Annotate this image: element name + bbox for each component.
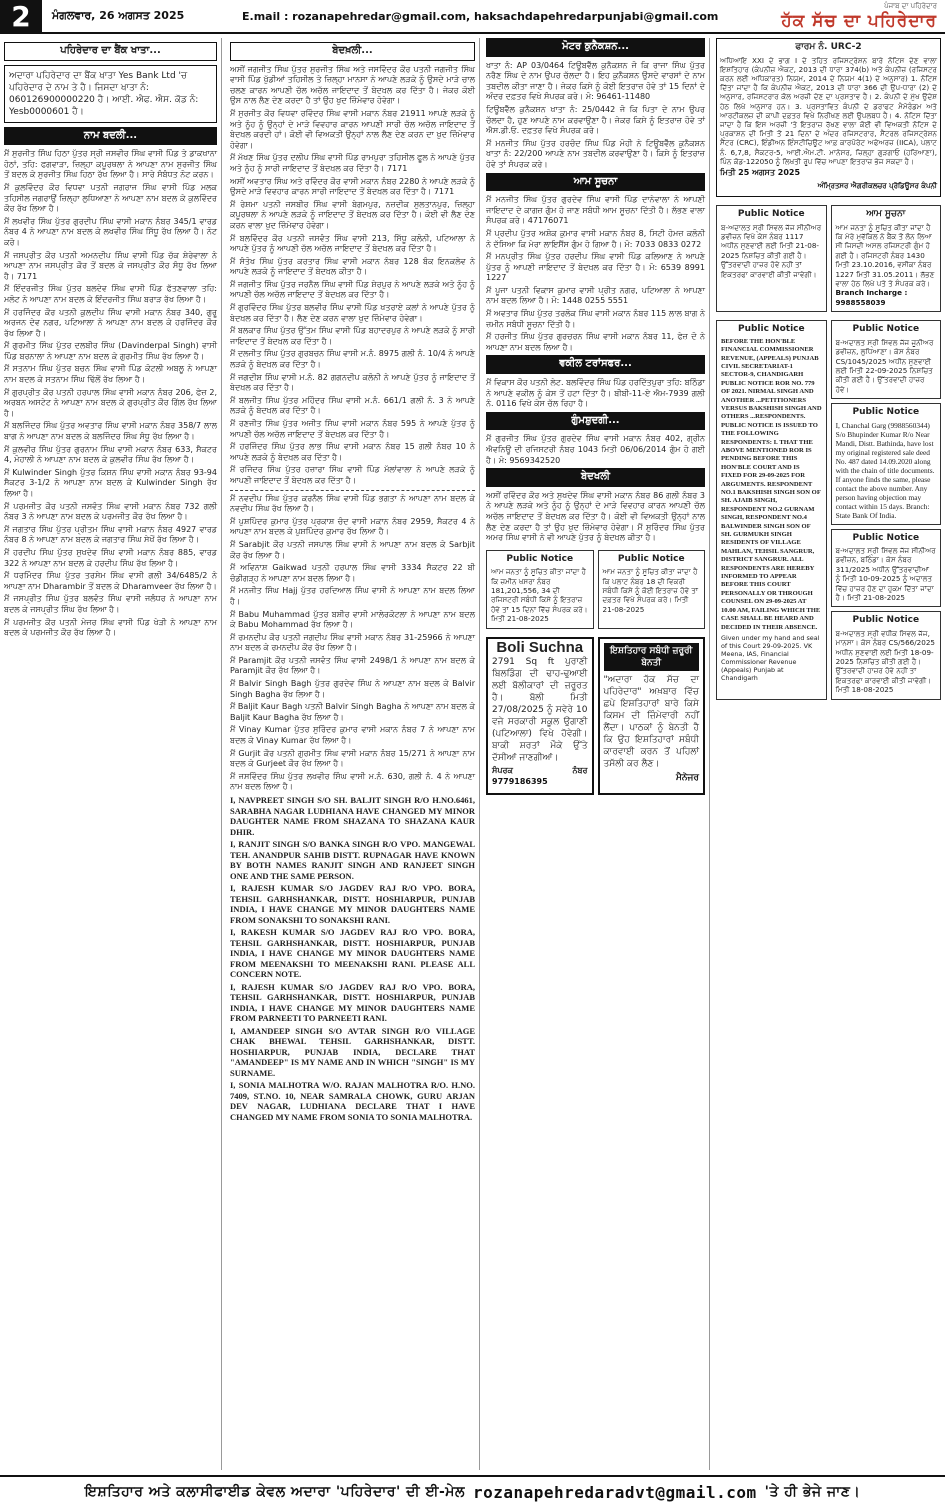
financial-commissioner-notice: [716, 320, 827, 699]
public-notice-b-text: ਬ-ਅਦਾਲਤ ਸ੍ਰੀ ਸਿਵਲ ਜੱਜ ਜੂਨੀਅਰ ਡਵੀਜ਼ਨ, ਲੁਧਿਆਣਾ। ਕੇਸ ਨੰਬਰ CS/1045/2025 ਅਧੀਨ ਸੁਣਵਾਈ ਲਈ ਮਿਤੀ 22-09-2025 ਨਿਸ਼ਚਿਤ ਕੀਤੀ ਗਈ ਹੈ। ਉੱਤਰਵਾਦੀ ਹਾਜ਼ਰ ਹੋਵੇ।: [835, 337, 934, 394]
list-item: ਮੈਂ Balvir Singh Bagh ਪੁੱਤਰ ਗੁਰਦੇਵ ਸਿੰਘ ਨੇ ਆਪਣਾ ਨਾਮ ਬਦਲ ਕੇ Balvir Singh Bagha ਰੱਖ ਲਿਆ ਹੈ।: [230, 679, 475, 699]
list-item: ਮੈਂ ਗੁਰਪ੍ਰੀਤ ਕੌਰ ਪਤਨੀ ਹਰਪਾਲ ਸਿੰਘ ਵਾਸੀ ਮਕਾਨ ਨੰਬਰ 206, ਫੇਜ਼ 2, ਅਰਬਨ ਅਸਟੇਟ ਨੇ ਆਪਣਾ ਨਾਮ ਬਦਲ ਕੇ ਗੁਰਪ੍ਰੀਤ ਕੌਰ ਗਿੱਲ ਰੱਖ ਲਿਆ ਹੈ।: [4, 387, 217, 418]
list-item: ਅਸੀਂ ਅਵਤਾਰ ਸਿੰਘ ਅਤੇ ਰਵਿੰਦਰ ਕੌਰ ਵਾਸੀ ਮਕਾਨ ਨੰਬਰ 2280 ਨੇ ਆਪਣੇ ਲੜਕੇ ਨੂੰ ਉਸਦੇ ਮਾੜੇ ਵਿਵਹਾਰ ਕਾਰਨ ਸਾਰੀ ਜਾਇਦਾਦ ਤੋਂ ਬੇਦਖ਼ਲ ਕਰ ਦਿੱਤਾ ਹੈ। 7171: [230, 176, 475, 197]
list-item: ਮੈਂ ਜਗਦੀਸ਼ ਸਿੰਘ ਵਾਸੀ ਮ.ਨੰ. 82 ਗਗਨਦੀਪ ਕਲੋਨੀ ਨੇ ਆਪਣੇ ਪੁੱਤਰ ਨੂੰ ਜਾਇਦਾਦ ਤੋਂ ਬੇਦਖ਼ਲ ਕਰ ਦਿੱਤਾ ਹੈ।: [230, 372, 475, 393]
motor-connection-list: [486, 61, 705, 171]
list-item: I, RAJESH KUMAR S/O JAGDEV RAJ R/O VPO. BORA, TEHSIL GARHSHANKAR, DISTT. HOSHIARPUR, PUNJAB INDIA, I HAVE CHANGE MY MINOR DAUGHTERS NAME FROM PARNEETI TO PARNEETI RANI.: [230, 981, 475, 1023]
ad-disclaimer: [598, 637, 706, 796]
auction-notice: [486, 637, 594, 796]
financial-commissioner-text: BEFORE THE HON'BLE FINANCIAL COMMISSIONER REVENUE, (APPEALS) PUNJAB CIVIL SECRETARIAT-1 SECTOR-9, CHANDIGARH PUBLIC NOTICE ROR NO. 779 OF 2021. NIRMAL SINGH AND ANOTHER ...PETITIONERS VERSUS BAKSHISH SINGH AND OTHERS ...RESPONDENTS. PUBLIC NOTICE IS ISSUED TO THE FOLLOWING RESPONDENTS: I. THAT THE ABOVE MENTIONED ROR IS PENDING BEFORE THIS HON'BLE COURT AND IS FIXED FOR 29-09-2025 FOR ARGUMENTS. RESPONDENT NO.1 BAKSHISH SINGH SON OF SH. AJAIB SINGH, RESPONDENT NO.2 GURNAM SINGH, RESPONDENT NO.4 BALWINDER SINGH SON OF SH. GURMUKH SINGH RESIDENTS OF VILLAGE MAHLAN, TEHSIL SANGRUR, DISTRICT SANGRUR. ALL RESPONDENTS ARE HEREBY INFORMED TO APPEAR BEFORE THIS COURT PERSONALLY OR THROUGH COUNSEL ON 29-09-2025 AT 10.00 AM, FAILING WHICH THE CASE SHALL BE HEARD AND DECIDED IN THEIR ABSENCE.: [721, 337, 822, 631]
footer-right-text: 'ਤੇ ਹੀ ਭੇਜੇ ਜਾਣ।: [764, 1484, 861, 1500]
financial-commissioner-sign: Given under my hand and seal of this Court 29-09-2025. VK Meena, IAS, Financial Commissioner Revenue (Appeals) Punjab at Chandigarh: [721, 633, 820, 682]
list-item: ਮੈਂ ਰਣਜੀਤ ਸਿੰਘ ਪੁੱਤਰ ਅਜੀਤ ਸਿੰਘ ਵਾਸੀ ਮਕਾਨ ਨੰਬਰ 595 ਨੇ ਆਪਣੇ ਪੁੱਤਰ ਨੂੰ ਆਪਣੀ ਚੱਲ ਅਚੱਲ ਜਾਇਦਾਦ ਤੋਂ ਬੇਦਖ਼ਲ ਕਰ ਦਿੱਤਾ ਹੈ।: [230, 419, 475, 439]
list-item: ਮੈਂ ਬਲਜੀਤ ਸਿੰਘ ਪੁੱਤਰ ਮਹਿੰਦਰ ਸਿੰਘ ਵਾਸੀ ਮ.ਨੰ. 661/1 ਗਲੀ ਨੰ. 3 ਨੇ ਆਪਣੇ ਲੜਕੇ ਨੂੰ ਬੇਦਖ਼ਲ ਕਰ ਦਿੱਤਾ ਹੈ।: [230, 395, 475, 416]
ad-disclaimer-title: ਇਸ਼ਤਿਹਾਰ ਸਬੰਧੀ ਜ਼ਰੂਰੀ ਬੇਨਤੀ: [604, 643, 700, 671]
public-notice-d-text: ਬ-ਅਦਾਲਤ ਸ੍ਰੀ ਸਿਵਲ ਜੱਜ ਸੀਨੀਅਰ ਡਵੀਜ਼ਨ, ਬਠਿੰਡਾ। ਕੇਸ ਨੰਬਰ 311/2025 ਅਧੀਨ ਉੱਤਰਵਾਦੀਆਂ ਨੂੰ ਮਿਤੀ 10-09-2025 ਨੂੰ ਅਦਾਲਤ ਵਿੱਚ ਹਾਜ਼ਰ ਹੋਣ ਦਾ ਹੁਕਮ ਦਿੱਤਾ ਜਾਂਦਾ ਹੈ। ਮਿਤੀ 21-08-2025: [835, 545, 936, 602]
date-line: ਮੰਗਲਵਾਰ, 26 ਅਗਸਤ 2025: [52, 9, 185, 22]
list-item: I, SONIA MALHOTRA W/O. RAJAN MALHOTRA R/O. H.NO. 7409, ST.NO. 10, NEAR SAMRALA CHOWK, GURU ARJAN DEV NAGAR, LUDHIANA DECLARE THAT I HAVE CHANGED MY NAME FROM SONIA TO SONIA MALHOTRA.: [230, 1080, 475, 1122]
public-notice-e: [831, 611, 941, 699]
public-notice-1: [486, 550, 594, 629]
list-item: ਮੈਂ ਹਰਜਿੰਦਰ ਸਿੰਘ ਪੁੱਤਰ ਲਾਭ ਸਿੰਘ ਵਾਸੀ ਮਕਾਨ ਨੰਬਰ 15 ਗਲੀ ਨੰਬਰ 10 ਨੇ ਆਪਣੇ ਲੜਕੇ ਨੂੰ ਬੇਦਖ਼ਲ ਕਰ ਦਿੱਤਾ ਹੈ।: [230, 442, 475, 462]
public-notice-b-title: Public Notice: [852, 324, 920, 335]
public-notice-a-title: Public Notice: [737, 209, 805, 220]
list-item: ਮੈਂ ਅਵਿਨਾਸ਼ Gaikwad ਪਤਨੀ ਹਰਪਾਲ ਸਿੰਘ ਵਾਸੀ 3334 ਸੈਕਟਰ 22 ਬੀ ਚੰਡੀਗੜ੍ਹ ਨੇ ਆਪਣਾ ਨਾਮ ਬਦਲ ਲਿਆ ਹੈ।: [230, 563, 475, 583]
ad-disclaimer-text: "ਅਦਾਰਾ ਹੱਕ ਸੱਚ ਦਾ ਪਹਿਰੇਦਾਰ" ਅਖ਼ਬਾਰ ਵਿੱਚ ਛਪੇ ਇਸ਼ਤਿਹਾਰਾਂ ਬਾਰੇ ਕਿਸੇ ਕਿਸਮ ਦੀ ਜ਼ਿੰਮੇਵਾਰੀ ਨਹੀਂ ਲੈਂਦਾ। ਪਾਠਕਾਂ ਨੂੰ ਬੇਨਤੀ ਹੈ ਕਿ ਉਹ ਇਸ਼ਤਿਹਾਰਾਂ ਸਬੰਧੀ ਕਾਰਵਾਈ ਕਰਨ ਤੋਂ ਪਹਿਲਾਂ ਤਸੱਲੀ ਕਰ ਲੈਣ।: [603, 674, 699, 769]
list-item: ਮੈਂ ਸੰਤੋਖ ਸਿੰਘ ਪੁੱਤਰ ਕਰਤਾਰ ਸਿੰਘ ਵਾਸੀ ਮਕਾਨ ਨੰਬਰ 128 ਬੰਕ ਇਨਕਲੇਵ ਨੇ ਆਪਣੇ ਲੜਕੇ ਨੂੰ ਜਾਇਦਾਦ ਤੋਂ ਬੇਦਖ਼ਲ ਕੀਤਾ ਹੈ।: [230, 256, 475, 277]
list-item: ਮੈਂ ਮਨਜੀਤ ਸਿੰਘ ਪੁੱਤਰ ਗੁਰਦੇਵ ਸਿੰਘ ਵਾਸੀ ਪਿੰਡ ਦਾਨੇਵਾਲਾ ਨੇ ਆਪਣੀ ਜਾਇਦਾਦ ਦੇ ਕਾਗਜ਼ ਗੁੰਮ ਹੋ ਜਾਣ ਸਬੰਧੀ ਆਮ ਸੂਚਨਾ ਦਿੱਤੀ ਹੈ। ਲੱਭਣ ਵਾਲਾ ਸੰਪਰਕ ਕਰੇ। 47176071: [486, 195, 705, 226]
list-item: ਮੈਂ ਰੇਸ਼ਮਾ ਪਤਨੀ ਜਸਬੀਰ ਸਿੰਘ ਵਾਸੀ ਬੇਗਮਪੁਰ, ਨਜ਼ਦੀਕ ਸੁਲਤਾਨਪੁਰ, ਜ਼ਿਲ੍ਹਾ ਕਪੂਰਥਲਾ ਨੇ ਆਪਣੇ ਲੜਕੇ ਨੂੰ ਜਾਇਦਾਦ ਤੋਂ ਬੇਦਖ਼ਲ ਕਰ ਦਿੱਤਾ ਹੈ। ਕੋਈ ਵੀ ਲੈਣ ਦੇਣ ਕਰਨ ਵਾਲਾ ਖੁਦ ਜ਼ਿੰਮੇਵਾਰ ਹੋਵੇਗਾ।: [230, 199, 475, 230]
disinherit-title: ਬੇਦਖ਼ਲੀ...: [230, 42, 475, 61]
public-notice-d: [831, 529, 941, 608]
list-item: ਟਿਊਬਵੈੱਲ ਕੁਨੈਕਸ਼ਨ ਖਾਤਾ ਨੰ: 25/0442 ਜੋ ਕਿ ਪਿਤਾ ਦੇ ਨਾਮ ਉਪਰ ਚੱਲਦਾ ਹੈ, ਹੁਣ ਆਪਣੇ ਨਾਮ ਕਰਵਾਉਣਾ ਹੈ। ਜੇਕਰ ਕਿਸੇ ਨੂੰ ਇਤਰਾਜ਼ ਹੋਵੇ ਤਾਂ ਐਸ.ਡੀ.ਓ. ਦਫ਼ਤਰ ਵਿਖੇ ਸੰਪਰਕ ਕਰੇ।: [486, 104, 705, 136]
column-2: [230, 38, 480, 1470]
list-item: ਮੈਂ ਸੁਰਜੀਤ ਕੌਰ ਵਿਧਵਾ ਰਵਿੰਦਰ ਸਿੰਘ ਵਾਸੀ ਮਕਾਨ ਨੰਬਰ 21911 ਆਪਣੇ ਲੜਕੇ ਨੂੰ ਅਤੇ ਨੂੰਹ ਨੂੰ ਉਨ੍ਹਾਂ ਦੇ ਮਾੜੇ ਵਿਵਹਾਰ ਕਾਰਨ ਆਪਣੀ ਸਾਰੀ ਚੱਲ ਅਚੱਲ ਜਾਇਦਾਦ ਤੋਂ ਬੇਦਖ਼ਲ ਕਰਦੀ ਹਾਂ। ਕੋਈ ਵੀ ਵਿਅਕਤੀ ਉਨ੍ਹਾਂ ਨਾਲ ਲੈਣ ਦੇਣ ਕਰਨ ਦਾ ਖੁਦ ਜ਼ਿੰਮੇਵਾਰ ਹੋਵੇਗਾ।: [230, 108, 475, 150]
list-item: ਮੈਂ Sarabjit ਕੌਰ ਪਤਨੀ ਜਸਪਾਲ ਸਿੰਘ ਵਾਸੀ ਨੇ ਆਪਣਾ ਨਾਮ ਬਦਲ ਕੇ Sarbjit ਕੌਰ ਰੱਖ ਲਿਆ ਹੈ।: [230, 539, 475, 560]
list-item: ਮੈਂ ਰਜਿੰਦਰ ਸਿੰਘ ਪੁੱਤਰ ਹਜ਼ਾਰਾ ਸਿੰਘ ਵਾਸੀ ਪਿੰਡ ਮੱਲਾਂਵਾਲਾ ਨੇ ਆਪਣੇ ਲੜਕੇ ਨੂੰ ਆਪਣੀ ਜਾਇਦਾਦ ਤੋਂ ਬੇਦਖ਼ਲ ਕਰ ਦਿੱਤਾ ਹੈ।: [230, 465, 475, 485]
bottom-pair: [486, 633, 705, 796]
column-3: [486, 38, 710, 1470]
list-item: ਮੈਂ Kulwinder Singh ਪੁੱਤਰ ਕਿਸ਼ਨ ਸਿੰਘ ਵਾਸੀ ਮਕਾਨ ਨੰਬਰ 93-94 ਸੈਕਟਰ 3-1/2 ਨੇ ਆਪਣਾ ਨਾਮ ਬਦਲ ਕੇ Kulwinder Singh ਰੱਖ ਲਿਆ ਹੈ।: [4, 467, 217, 498]
column-4: [716, 38, 941, 1470]
list-item: ਮੈਂ ਮੱਖਣ ਸਿੰਘ ਪੁੱਤਰ ਦਲੀਪ ਸਿੰਘ ਵਾਸੀ ਪਿੰਡ ਰਾਮਪੁਰਾ ਤਹਿਸੀਲ ਫੂਲ ਨੇ ਆਪਣੇ ਪੁੱਤਰ ਅਤੇ ਨੂੰਹ ਨੂੰ ਸਾਰੀ ਜਾਇਦਾਦ ਤੋਂ ਬੇਦਖ਼ਲ ਕਰ ਦਿੱਤਾ ਹੈ। 7171: [230, 153, 475, 173]
list-item: ਮੈਂ ਜਗਜੀਤ ਸਿੰਘ ਪੁੱਤਰ ਜਰਨੈਲ ਸਿੰਘ ਵਾਸੀ ਪਿੰਡ ਸ਼ੇਰਪੁਰ ਨੇ ਆਪਣੇ ਲੜਕੇ ਅਤੇ ਨੂੰਹ ਨੂੰ ਆਪਣੀ ਚੱਲ ਅਚੱਲ ਜਾਇਦਾਦ ਤੋਂ ਬੇਦਖ਼ਲ ਕਰ ਦਿੱਤਾ ਹੈ।: [230, 279, 475, 300]
bank-account-box: ਅਦਾਰਾ ਪਹਿਰੇਦਾਰ ਦਾ ਬੈਂਕ ਖਾਤਾ Yes Bank Ltd 'ਚ ਪਹਿਰੇਦਾਰ ਦੇ ਨਾਮ ਤੇ ਹੈ। ਜਿਸਦਾ ਖਾਤਾ ਨੰ: 060126900000220 ਹੈ। ਆਈ. ਐਫ. ਐਸ. ਕੋਡ ਨੰ: Yesb0000601 ਹੈ।: [4, 65, 217, 123]
list-item: ਮੈਂ Babu Muhammad ਪੁੱਤਰ ਬਸ਼ੀਰ ਵਾਸੀ ਮਾਲੇਰਕੋਟਲਾ ਨੇ ਆਪਣਾ ਨਾਮ ਬਦਲ ਕੇ Babu Mohammad ਰੱਖ ਲਿਆ ਹੈ।: [230, 609, 475, 630]
list-item: ਮੈਂ ਪ੍ਰਦੀਪ ਪੁੱਤਰ ਅਸ਼ੋਕ ਕੁਮਾਰ ਵਾਸੀ ਮਕਾਨ ਨੰਬਰ 8, ਸਿਟੀ ਹੋਮਜ਼ ਕਲੋਨੀ ਨੇ ਦੱਸਿਆ ਕਿ ਮੇਰਾ ਲਾਇਸੈਂਸ ਗੁੰਮ ਹੋ ਗਿਆ ਹੈ। ਮੋ: 7033 0833 0272: [486, 228, 705, 249]
public-notice-a: [716, 205, 827, 312]
list-item: ਮੈਂ ਪਰਮਜੀਤ ਕੌਰ ਪਤਨੀ ਮੇਜਰ ਸਿੰਘ ਵਾਸੀ ਪਿੰਡ ਖੇੜੀ ਨੇ ਆਪਣਾ ਨਾਮ ਬਦਲ ਕੇ ਪਰਮਜੀਤ ਕੌਰ ਰੱਖ ਲਿਆ ਹੈ।: [4, 617, 217, 638]
missing-title: ਗੁੰਮਸ਼ੁਦਗੀ...: [486, 412, 705, 431]
general-notice-title: ਆਮ ਸੂਚਨਾ: [486, 173, 705, 192]
lawyer-transfer-text: ਮੈਂ ਵਿਕਾਸ ਕੌਰ ਪਤਨੀ ਲੇਟ. ਬਲਵਿੰਦਰ ਸਿੰਘ ਪਿੰਡ ਹਰਦਿੱਤਪੁਰਾ ਤਹਿ: ਬਠਿੰਡਾ ਨੇ ਆਪਣੇ ਵਕੀਲ ਨੂੰ ਕੇਸ ਤੋਂ ਹਟਾ ਦਿੱਤਾ ਹੈ। ਬੀਬੀ-11-ਏ ਐਮ-7939 ਗਲੀ ਨੰ. 0116 ਵਿਖੇ ਕੇਸ ਚੱਲ ਰਿਹਾ ਹੈ।: [486, 378, 705, 409]
list-item: ਮੈਂ ਗੁਰਮੀਤ ਸਿੰਘ ਪੁੱਤਰ ਦਲਬੀਰ ਸਿੰਘ (Davinderpal Singh) ਵਾਸੀ ਪਿੰਡ ਬਰਨਾਲਾ ਨੇ ਆਪਣਾ ਨਾਮ ਬਦਲ ਕੇ ਗੁਰਮੀਤ ਸਿੰਘ ਰੱਖ ਲਿਆ ਹੈ।: [4, 341, 217, 361]
list-item: ਮੈਂ ਲਖਵੀਰ ਸਿੰਘ ਪੁੱਤਰ ਗੁਰਦੀਪ ਸਿੰਘ ਵਾਸੀ ਮਕਾਨ ਨੰਬਰ 345/1 ਵਾਰਡ ਨੰਬਰ 4 ਨੇ ਆਪਣਾ ਨਾਮ ਬਦਲ ਕੇ ਲਖਵੀਰ ਸਿੰਘ ਸਿੱਧੂ ਰੱਖ ਲਿਆ ਹੈ। ਨੋਟ ਕਰੋ।: [4, 216, 217, 247]
masthead: [0, 0, 945, 34]
disinherit-list: [230, 65, 475, 487]
list-item: ਮੈਂ ਹਰਜਿੰਦਰ ਕੌਰ ਪਤਨੀ ਕੁਲਦੀਪ ਸਿੰਘ ਵਾਸੀ ਮਕਾਨ ਨੰਬਰ 340, ਗੁਰੂ ਅਰਜਨ ਦੇਵ ਨਗਰ, ਪਟਿਆਲਾ ਨੇ ਆਪਣਾ ਨਾਮ ਬਦਲ ਕੇ ਹਰਜਿੰਦਰ ਕੌਰ ਰੱਖ ਲਿਆ ਹੈ।: [4, 307, 217, 338]
footer-left-text: ਇਸ਼ਤਿਹਾਰ ਅਤੇ ਕਲਾਸੀਫਾਈਡ ਕੇਵਲ ਅਦਾਰਾ 'ਪਹਿਰੇਦਾਰ' ਦੀ ਈ-ਮੇਲ: [84, 1484, 465, 1500]
column-2-split: [230, 38, 475, 65]
public-notice-b: [831, 320, 941, 399]
notice-pair: [486, 546, 705, 633]
list-item: ਮੈਂ Gurjit ਕੌਰ ਪਤਨੀ ਗੁਰਮੀਤ ਸਿੰਘ ਵਾਸੀ ਮਕਾਨ ਨੰਬਰ 15/271 ਨੇ ਆਪਣਾ ਨਾਮ ਬਦਲ ਕੇ Gurjeet ਕੌਰ ਰੱਖ ਲਿਆ ਹੈ।: [230, 748, 475, 769]
list-item: ਮੈਂ ਮਨਜੀਤ ਸਿੰਘ ਪੁੱਤਰ ਹਰਚੰਦ ਸਿੰਘ ਪਿੰਡ ਮੋਹੀ ਨੇ ਟਿਊਬਵੈੱਲ ਕੁਨੈਕਸ਼ਨ ਖਾਤਾ ਨੰ: 22/200 ਆਪਣੇ ਨਾਮ ਤਬਦੀਲ ਕਰਵਾਉਣਾ ਹੈ। ਕਿਸੇ ਨੂੰ ਇਤਰਾਜ਼ ਹੋਵੇ ਤਾਂ ਸੰਪਰਕ ਕਰੇ।: [486, 138, 705, 169]
list-item: ਮੈਂ ਰਮਨਦੀਪ ਕੌਰ ਪਤਨੀ ਜਗਦੀਪ ਸਿੰਘ ਵਾਸੀ ਮਕਾਨ ਨੰਬਰ 31-25966 ਨੇ ਆਪਣਾ ਨਾਮ ਬਦਲ ਕੇ ਰਮਨਦੀਪ ਕੌਰ ਰੱਖ ਲਿਆ ਹੈ।: [230, 632, 475, 653]
list-item: ਮੈਂ ਗੁਰਵਿੰਦਰ ਸਿੰਘ ਪੁੱਤਰ ਬਲਵੀਰ ਸਿੰਘ ਵਾਸੀ ਪਿੰਡ ਖਤਰਾਏ ਕਲਾਂ ਨੇ ਆਪਣੇ ਪੁੱਤਰ ਨੂੰ ਬੇਦਖ਼ਲ ਕਰ ਦਿੱਤਾ ਹੈ। ਲੈਣ ਦੇਣ ਕਰਨ ਵਾਲਾ ਖੁਦ ਜ਼ਿੰਮੇਵਾਰ ਹੋਵੇਗਾ।: [230, 303, 475, 323]
public-notice-1-text: ਆਮ ਜਨਤਾ ਨੂੰ ਸੂਚਿਤ ਕੀਤਾ ਜਾਂਦਾ ਹੈ ਕਿ ਜ਼ਮੀਨ ਖਸਰਾ ਨੰਬਰ 181,201,556, 34 ਦੀ ਰਜਿਸਟਰੀ ਸਬੰਧੀ ਕਿਸੇ ਨੂੰ ਇਤਰਾਜ਼ ਹੋਵੇ ਤਾਂ 15 ਦਿਨਾਂ ਵਿੱਚ ਸੰਪਰਕ ਕਰੇ। ਮਿਤੀ 21-08-2025: [491, 567, 588, 624]
footer-banner: [0, 1475, 945, 1507]
name-change-list-2: [230, 494, 475, 793]
list-item: ਮੈਂ ਜਸਵਿੰਦਰ ਸਿੰਘ ਪੁੱਤਰ ਲਖਵੀਰ ਸਿੰਘ ਵਾਸੀ ਮ.ਨੰ. 630, ਗਲੀ ਨੰ. 4 ਨੇ ਆਪਣਾ ਨਾਮ ਬਦਲ ਲਿਆ ਹੈ।: [230, 771, 475, 792]
urc-title: ਫਾਰਮ ਨੰ. URC-2: [795, 42, 862, 52]
list-item: ਮੈਂ ਧਰਮਿੰਦਰ ਸਿੰਘ ਪੁੱਤਰ ਤਰਸੇਮ ਸਿੰਘ ਵਾਸੀ ਗਲੀ 34/6485/2 ਨੇ ਆਪਣਾ ਨਾਮ Dharambir ਤੋਂ ਬਦਲ ਕੇ Dharamveer ਰੱਖ ਲਿਆ ਹੈ।: [4, 571, 217, 591]
lawyer-transfer-title: ਵਕੀਲ ਟਰਾਂਸਫਰ...: [486, 355, 705, 374]
ad-disclaimer-sign: ਮੈਨੇਜਰ: [675, 772, 699, 783]
brand-name: ਹੱਕ ਸੱਚ ਦਾ ਪਹਿਰੇਦਾਰ: [781, 10, 937, 31]
list-item: ਮੈਂ ਦਲਜੀਤ ਸਿੰਘ ਪੁੱਤਰ ਗੁਰਬਚਨ ਸਿੰਘ ਵਾਸੀ ਮ.ਨੰ. 8975 ਗਲੀ ਨੰ. 10/4 ਨੇ ਆਪਣੇ ਲੜਕੇ ਨੂੰ ਬੇਦਖ਼ਲ ਕਰ ਦਿੱਤਾ ਹੈ।: [230, 349, 475, 370]
col4-right-stack: [831, 316, 941, 703]
list-item: I, RANJIT SINGH S/O BANKA SINGH R/O VPO. MANGEWAL TEH. ANANDPUR SAHIB DISTT. RUPNAGAR HAVE KNOWN BY BOTH NAMES RANJIT SINGH AND RANJEET SINGH ONE AND THE SAME PERSON.: [230, 839, 475, 881]
brand-tagline: ਪੰਜਾਬ ਦਾ ਪਹਿਰੇਦਾਰ: [884, 1, 937, 10]
name-change-title: ਨਾਮ ਬਦਲੀ...: [4, 127, 217, 146]
list-item: ਅਸੀਂ ਜਗਜੀਤ ਸਿੰਘ ਪੁੱਤਰ ਸੁਰਜੀਤ ਸਿੰਘ ਅਤੇ ਜਸਵਿੰਦਰ ਕੌਰ ਪਤਨੀ ਜਗਜੀਤ ਸਿੰਘ ਵਾਸੀ ਪਿੰਡ ਖੁੱਡੀਆਂ ਤਹਿਸੀਲ ਤੇ ਜ਼ਿਲ੍ਹਾ ਮਾਨਸਾ ਨੇ ਆਪਣੇ ਲੜਕੇ ਨੂੰ ਉਸਦੇ ਮਾੜੇ ਚਾਲ ਚਲਣ ਕਾਰਨ ਆਪਣੀ ਚੱਲ ਅਚੱਲ ਜਾਇਦਾਦ ਤੋਂ ਬੇਦਖ਼ਲ ਕਰ ਦਿੱਤਾ ਹੈ। ਜੇਕਰ ਕੋਈ ਉਸ ਨਾਲ ਲੈਣ ਦੇਣ ਕਰਦਾ ਹੈ ਤਾਂ ਉਹ ਖੁਦ ਜ਼ਿੰਮੇਵਾਰ ਹੋਵੇਗਾ।: [230, 64, 475, 106]
list-item: ਮੈਂ ਅਵਤਾਰ ਸਿੰਘ ਪੁੱਤਰ ਤਰਲੋਕ ਸਿੰਘ ਵਾਸੀ ਮਕਾਨ ਨੰਬਰ 115 ਲਾਲ ਬਾਗ ਨੇ ਜ਼ਮੀਨ ਸਬੰਧੀ ਸੂਚਨਾ ਦਿੱਤੀ ਹੈ।: [486, 309, 705, 329]
disinherit-text-2: ਅਸੀਂ ਰਵਿੰਦਰ ਕੌਰ ਅਤੇ ਸੁਖਦੇਵ ਸਿੰਘ ਵਾਸੀ ਮਕਾਨ ਨੰਬਰ 86 ਗਲੀ ਨੰਬਰ 3 ਨੇ ਆਪਣੇ ਲੜਕੇ ਅਤੇ ਨੂੰਹ ਨੂੰ ਉਨ੍ਹਾਂ ਦੇ ਮਾੜੇ ਵਿਵਹਾਰ ਕਾਰਨ ਆਪਣੀ ਚੱਲ ਅਚੱਲ ਜਾਇਦਾਦ ਤੋਂ ਬੇਦਖ਼ਲ ਕਰ ਦਿੱਤਾ ਹੈ। ਕੋਈ ਵੀ ਵਿਅਕਤੀ ਉਨ੍ਹਾਂ ਨਾਲ ਲੈਣ ਦੇਣ ਕਰਦਾ ਹੈ ਤਾਂ ਉਹ ਖੁਦ ਜ਼ਿੰਮੇਵਾਰ ਹੋਵੇਗਾ। ਮੈਂ ਸੁਰਿੰਦਰ ਸਿੰਘ ਪੁੱਤਰ ਅਮਰ ਸਿੰਘ ਵਾਸੀ ਨੇ ਵੀ ਆਪਣੇ ਪੁੱਤਰ ਨੂੰ ਬੇਦਖ਼ਲ ਕੀਤਾ ਹੈ।: [486, 490, 705, 543]
list-item: I, NAVPREET SINGH S/O SH. BALJIT SINGH R/O H.NO.6461, SARABHA NAGAR LUDHIANA HAVE CHANGED MY MINOR DAUGHTER NAME FROM SHAZANA TO SHAZANA KAUR DHIR.: [230, 795, 475, 837]
list-item: ਮੈਂ Vinay Kumar ਪੁੱਤਰ ਸੁਰਿੰਦਰ ਕੁਮਾਰ ਵਾਸੀ ਮਕਾਨ ਨੰਬਰ 7 ਨੇ ਆਪਣਾ ਨਾਮ ਬਦਲ ਕੇ Vinay Kumar ਰੱਖ ਲਿਆ ਹੈ।: [230, 725, 475, 746]
col4-row-1: [716, 201, 941, 316]
public-notice-c: [831, 403, 941, 524]
list-item: ਮੈਂ ਜਗਤਾਰ ਸਿੰਘ ਪੁੱਤਰ ਪ੍ਰੀਤਮ ਸਿੰਘ ਵਾਸੀ ਮਕਾਨ ਨੰਬਰ 4927 ਵਾਰਡ ਨੰਬਰ 8 ਨੇ ਆਪਣਾ ਨਾਮ ਬਦਲ ਕੇ ਜਗਤਾਰ ਸਿੰਘ ਸੇਖੋਂ ਰੱਖ ਲਿਆ ਹੈ।: [4, 524, 217, 545]
english-name-change-list: [230, 795, 475, 1122]
public-notice-c-title: Public Notice: [852, 407, 920, 418]
lost-deed-text: ਆਮ ਜਨਤਾ ਨੂੰ ਸੂਚਿਤ ਕੀਤਾ ਜਾਂਦਾ ਹੈ ਕਿ ਮੇਰੇ ਮੁਵੱਕਿਲ ਨੇ ਬੈਂਕ ਤੋਂ ਲੋਨ ਲਿਆ ਸੀ ਜਿਸਦੀ ਅਸਲ ਰਜਿਸਟਰੀ ਗੁੰਮ ਹੋ ਗਈ ਹੈ। ਰਜਿਸਟਰੀ ਨੰਬਰ 1430 ਮਿਤੀ 23.10.2016, ਵਸੀਕਾ ਨੰਬਰ 1227 ਮਿਤੀ 31.05.2011। ਲੱਭਣ ਵਾਲਾ ਹੇਠ ਲਿਖੇ ਪਤੇ ਤੇ ਸੰਪਰਕ ਕਰੇ।: [835, 222, 935, 289]
footer-email[interactable]: rozanapehredaradvt@gmail.com: [472, 1482, 757, 1502]
list-item: ਮੈਂ ਕੁਲਵਿੰਦਰ ਕੌਰ ਵਿਧਵਾ ਪਤਨੀ ਜਗਰਾਜ ਸਿੰਘ ਵਾਸੀ ਪਿੰਡ ਮਲਕ ਤਹਿਸੀਲ ਜਗਰਾਉਂ ਜ਼ਿਲ੍ਹਾ ਲੁਧਿਆਣਾ ਨੇ ਆਪਣਾ ਨਾਮ ਬਦਲ ਕੇ ਕੁਲਵਿੰਦਰ ਕੌਰ ਰੱਖ ਲਿਆ ਹੈ।: [4, 182, 217, 214]
auction-title: Boli Suchna: [496, 638, 584, 656]
public-notice-1-title: Public Notice: [506, 553, 574, 564]
missing-text: ਮੈਂ ਗੁਰਜੀਤ ਸਿੰਘ ਪੁੱਤਰ ਗੁਰਦੇਵ ਸਿੰਘ ਵਾਸੀ ਮਕਾਨ ਨੰਬਰ 402, ਗ੍ਰੀਨ ਐਵਨਿਊ ਦੀ ਰਜਿਸਟਰੀ ਨੰਬਰ 1043 ਮਿਤੀ 06/06/2014 ਗੁੰਮ ਹੋ ਗਈ ਹੈ। ਮੋ: 9569342520: [486, 434, 705, 465]
auction-contact: ਸੰਪਰਕ ਨੰਬਰ 9779186395: [492, 766, 588, 786]
public-notice-c-text: I, Chanchal Garg (9988560344) S/o Bhupinder Kumar R/o Near Mandi, Distt. Bathinda, have lost my original registered sale deed No. 487 dated 14.09.2020 along with the chain of title documents. If anyone finds the same, please contact the above number. Any person having objection may contact within 15 days. Branch: State Bank Of India.: [835, 420, 935, 520]
public-notice-2: [598, 550, 706, 629]
col4-row-2: [716, 316, 941, 703]
motor-connection-title: ਮੋਟਰ ਕੁਨੈਕਸ਼ਨ...: [486, 38, 705, 57]
disinherit-title-2: ਬੇਦਖਲੀ: [486, 468, 705, 487]
list-item: I, AMANDEEP SINGH S/O AVTAR SINGH R/O VILLAGE CHAK BHEWAL TEHSIL GARHSHANKAR, DISTT. HOSHIARPUR, PUNJAB INDIA, DECLARE THAT "AMANDEEP" IS MY NAME AND IN WHICH "SINGH" IS MY SURNAME.: [230, 1025, 475, 1078]
divider: [230, 490, 475, 491]
urc-text: ਅਧਿਆਇ XXI ਦੇ ਭਾਗ I ਦੇ ਤਹਿਤ ਰਜਿਸਟ੍ਰੇਸ਼ਨ ਬਾਰੇ ਨੋਟਿਸ ਦੇਣ ਵਾਲਾ ਇਸ਼ਤਿਹਾਰ (ਕੰਪਨੀਜ਼ ਐਕਟ, 2013 ਦੀ ਧਾਰਾ 374(b) ਅਤੇ ਕੰਪਨੀਜ਼ (ਰਜਿਸਟਰ ਕਰਨ ਲਈ ਅਧਿਕਾਰਤ) ਨਿਯਮ, 2014 ਦੇ ਨਿਯਮ 4(1) ਦੇ ਅਨੁਸਾਰ) 1. ਨੋਟਿਸ ਦਿੱਤਾ ਜਾਂਦਾ ਹੈ ਕਿ ਕੰਪਨੀਜ਼ ਐਕਟ, 2013 ਦੀ ਧਾਰਾ 366 ਦੀ ਉਪ-ਧਾਰਾ (2) ਦੇ ਅਨੁਸਾਰ, ਰਜਿਸਟਰਾਰ ਕੋਲ ਅਰਜ਼ੀ ਦੇਣ ਦਾ ਪ੍ਰਸਤਾਵ ਹੈ। 2. ਕੰਪਨੀ ਦੇ ਮੁੱਖ ਉਦੇਸ਼ ਹੇਠ ਲਿਖੇ ਅਨੁਸਾਰ ਹਨ। 3. ਪ੍ਰਸਤਾਵਿਤ ਕੰਪਨੀ ਦੇ ਡਰਾਫਟ ਮੈਮੋਰੰਡਮ ਅਤੇ ਆਰਟੀਕਲਜ਼ ਦੀ ਕਾਪੀ ਦਫ਼ਤਰ ਵਿਖੇ ਨਿਰੀਖਣ ਲਈ ਉਪਲਬਧ ਹੈ। 4. ਨੋਟਿਸ ਦਿੱਤਾ ਜਾਂਦਾ ਹੈ ਕਿ ਇਸ ਅਰਜ਼ੀ 'ਤੇ ਇਤਰਾਜ਼ ਰੱਖਣ ਵਾਲਾ ਕੋਈ ਵੀ ਵਿਅਕਤੀ ਨੋਟਿਸ ਦੇ ਪ੍ਰਕਾਸ਼ਨ ਦੀ ਮਿਤੀ ਤੋਂ 21 ਦਿਨਾਂ ਦੇ ਅੰਦਰ ਰਜਿਸਟਰਾਰ, ਸੈਂਟਰਲ ਰਜਿਸਟ੍ਰੇਸ਼ਨ ਸੈਂਟਰ (CRC), ਇੰਡੀਅਨ ਇੰਸਟੀਚਿਊਟ ਆਫ਼ ਕਾਰਪੋਰੇਟ ਅਫੇਅਰਜ਼ (IICA), ਪਲਾਟ ਨੰ. 6,7,8, ਸੈਕਟਰ-5, ਆਈ.ਐਮ.ਟੀ. ਮਾਨੇਸਰ, ਜ਼ਿਲ੍ਹਾ ਗੁੜਗਾਓਂ (ਹਰਿਆਣਾ), ਪਿੰਨ ਕੋਡ-122050 ਨੂੰ ਲਿਖਤੀ ਰੂਪ ਵਿੱਚ ਆਪਣਾ ਇਤਰਾਜ਼ ਭੇਜ ਸਕਦਾ ਹੈ।: [720, 55, 937, 166]
list-item: ਮੈਂ ਬਲਜਿੰਦਰ ਸਿੰਘ ਪੁੱਤਰ ਅਵਤਾਰ ਸਿੰਘ ਵਾਸੀ ਮਕਾਨ ਨੰਬਰ 358/7 ਲਾਲ ਬਾਗ ਨੇ ਆਪਣਾ ਨਾਮ ਬਦਲ ਕੇ ਬਲਜਿੰਦਰ ਸਿੰਘ ਸੰਧੂ ਰੱਖ ਲਿਆ ਹੈ।: [4, 421, 217, 442]
brand: [781, 2, 937, 31]
column-1: [4, 38, 222, 1470]
disinherit-section: [230, 38, 475, 65]
page-number: 2: [0, 0, 42, 33]
lost-deed-title: ਆਮ ਸੂਚਨਾ: [866, 209, 906, 220]
list-item: ਮੈਂ ਬਲਵਿੰਦਰ ਕੌਰ ਪਤਨੀ ਜਸਵੰਤ ਸਿੰਘ ਵਾਸੀ 213, ਸਿੱਧੂ ਕਲੋਨੀ, ਪਟਿਆਲਾ ਨੇ ਆਪਣੇ ਪੁੱਤਰ ਨੂੰ ਆਪਣੀ ਚੱਲ ਅਚੱਲ ਜਾਇਦਾਦ ਤੋਂ ਬੇਦਖ਼ਲ ਕਰ ਦਿੱਤਾ ਹੈ।: [230, 233, 475, 254]
list-item: ਮੈਂ Paramjit ਕੌਰ ਪਤਨੀ ਜਸਵੰਤ ਸਿੰਘ ਵਾਸੀ 2498/1 ਨੇ ਆਪਣਾ ਨਾਮ ਬਦਲ ਕੇ Paramjit ਕੌਰ ਰੱਖ ਲਿਆ ਹੈ।: [230, 655, 475, 676]
list-item: ਮੈਂ ਜਸਪ੍ਰੀਤ ਕੌਰ ਪਤਨੀ ਅਮਨਦੀਪ ਸਿੰਘ ਵਾਸੀ ਪਿੰਡ ਚੱਕ ਸ਼ੇਰੇਵਾਲਾ ਨੇ ਆਪਣਾ ਨਾਮ ਜਸਪ੍ਰੀਤ ਕੌਰ ਤੋਂ ਬਦਲ ਕੇ ਜਸਪ੍ਰੀਤ ਕੌਰ ਸੰਧੂ ਰੱਖ ਲਿਆ ਹੈ। 7171: [4, 250, 217, 281]
urc-notice: [716, 38, 941, 197]
list-item: ਮੈਂ ਪੁਸ਼ਪਿੰਦਰ ਕੁਮਾਰ ਪੁੱਤਰ ਪ੍ਰਕਾਸ਼ ਚੰਦ ਵਾਸੀ ਮਕਾਨ ਨੰਬਰ 2959, ਸੈਕਟਰ 4 ਨੇ ਆਪਣਾ ਨਾਮ ਬਦਲ ਕੇ ਪੁਸ਼ਪਿੰਦਰ ਕੁਮਾਰ ਰੱਖ ਲਿਆ ਹੈ।: [230, 516, 475, 537]
list-item: ਮੈਂ ਸਤਨਾਮ ਸਿੰਘ ਪੁੱਤਰ ਬਚਨ ਸਿੰਘ ਵਾਸੀ ਪਿੰਡ ਕੋਟਲੀ ਅਬਲੂ ਨੇ ਆਪਣਾ ਨਾਮ ਬਦਲ ਕੇ ਸਤਨਾਮ ਸਿੰਘ ਢਿੱਲੋਂ ਰੱਖ ਲਿਆ ਹੈ।: [4, 364, 217, 385]
list-item: ਮੈਂ ਕੁਲਵੀਰ ਸਿੰਘ ਪੁੱਤਰ ਗੁਰਨਾਮ ਸਿੰਘ ਵਾਸੀ ਮਕਾਨ ਨੰਬਰ 633, ਸੈਕਟਰ 4, ਮੋਹਾਲੀ ਨੇ ਆਪਣਾ ਨਾਮ ਬਦਲ ਕੇ ਕੁਲਵੀਰ ਸਿੰਘ ਰੱਖ ਲਿਆ ਹੈ।: [4, 444, 217, 465]
public-notice-d-title: Public Notice: [852, 532, 920, 543]
list-item: ਮੈਂ ਹਰਦੀਪ ਸਿੰਘ ਪੁੱਤਰ ਸੁਖਦੇਵ ਸਿੰਘ ਵਾਸੀ ਮਕਾਨ ਨੰਬਰ 885, ਵਾਰਡ 322 ਨੇ ਆਪਣਾ ਨਾਮ ਬਦਲ ਕੇ ਹਰਦੀਪ ਸਿੰਘ ਰੱਖ ਲਿਆ ਹੈ।: [4, 547, 217, 568]
public-notice-e-title: Public Notice: [852, 615, 920, 626]
list-item: ਮੈਂ ਮਨਪ੍ਰੀਤ ਸਿੰਘ ਪੁੱਤਰ ਹਰਦੀਪ ਸਿੰਘ ਵਾਸੀ ਪਿੰਡ ਕਲਿਆਣ ਨੇ ਆਪਣੇ ਪੁੱਤਰ ਨੂੰ ਆਪਣੀ ਜਾਇਦਾਦ ਤੋਂ ਬੇਦਖ਼ਲ ਕਰ ਦਿੱਤਾ ਹੈ। ਮੋ: 6539 8991 1227: [486, 252, 705, 283]
list-item: ਮੈਂ ਮਨਜੀਤ ਸਿੰਘ Hajj ਪੁੱਤਰ ਹਰਦਿਆਲ ਸਿੰਘ ਵਾਸੀ ਨੇ ਆਪਣਾ ਨਾਮ ਬਦਲ ਲਿਆ ਹੈ।: [230, 586, 475, 606]
lost-deed-contact: Branch Incharge : 9988558039: [835, 288, 908, 307]
public-notice-e-text: ਬ-ਅਦਾਲਤ ਸ੍ਰੀ ਵਧੀਕ ਸਿਵਲ ਜੱਜ, ਮਾਨਸਾ। ਕੇਸ ਨੰਬਰ CS/566/2025 ਅਧੀਨ ਸੁਣਵਾਈ ਲਈ ਮਿਤੀ 18-09-2025 ਨਿਸ਼ਚਿਤ ਕੀਤੀ ਗਈ ਹੈ। ਉੱਤਰਵਾਦੀ ਹਾਜ਼ਰ ਹੋਵੇ ਨਹੀਂ ਤਾਂ ਇਕਤਰਫਾ ਕਾਰਵਾਈ ਕੀਤੀ ਜਾਵੇਗੀ। ਮਿਤੀ 18-08-2025: [835, 628, 935, 695]
public-notice-2-title: Public Notice: [617, 553, 685, 564]
list-item: ਮੈਂ ਪੂਜਾ ਪਤਨੀ ਵਿਕਾਸ ਕੁਮਾਰ ਵਾਸੀ ਪ੍ਰੀਤ ਨਗਰ, ਪਟਿਆਲਾ ਨੇ ਆਪਣਾ ਨਾਮ ਬਦਲ ਲਿਆ ਹੈ। ਮੋ: 1448 0255 5551: [486, 285, 705, 306]
public-notice-a-text: ਬ-ਅਦਾਲਤ ਸ੍ਰੀ ਸਿਵਲ ਜੱਜ ਸੀਨੀਅਰ ਡਵੀਜ਼ਨ ਵਿਖੇ ਕੇਸ ਨੰਬਰ 1117 ਅਧੀਨ ਸੁਣਵਾਈ ਲਈ ਮਿਤੀ 21-08-2025 ਨਿਸ਼ਚਿਤ ਕੀਤੀ ਗਈ ਹੈ। ਉੱਤਰਵਾਦੀ ਹਾਜ਼ਰ ਹੋਵੇ ਨਹੀਂ ਤਾਂ ਇਕਤਰਫਾ ਕਾਰਵਾਈ ਕੀਤੀ ਜਾਵੇਗੀ।: [721, 222, 822, 279]
list-item: ਮੈਂ ਬਲਕਾਰ ਸਿੰਘ ਪੁੱਤਰ ਉੱਤਮ ਸਿੰਘ ਵਾਸੀ ਪਿੰਡ ਬਹਾਦਰਪੁਰ ਨੇ ਆਪਣੇ ਲੜਕੇ ਨੂੰ ਸਾਰੀ ਜਾਇਦਾਦ ਤੋਂ ਬੇਦਖ਼ਲ ਕਰ ਦਿੱਤਾ ਹੈ।: [230, 326, 475, 346]
list-item: ਮੈਂ ਪਰਮਜੀਤ ਕੌਰ ਪਤਨੀ ਜਸਵੰਤ ਸਿੰਘ ਵਾਸੀ ਮਕਾਨ ਨੰਬਰ 732 ਗਲੀ ਨੰਬਰ 3 ਨੇ ਆਪਣਾ ਨਾਮ ਬਦਲ ਕੇ ਪਰਮਜੀਤ ਕੌਰ ਰੱਖ ਲਿਆ ਹੈ।: [4, 501, 217, 522]
list-item: ਮੈਂ ਜਸਪ੍ਰੀਤ ਸਿੰਘ ਪੁੱਤਰ ਬਲਵੰਤ ਸਿੰਘ ਵਾਸੀ ਜਲੰਧਰ ਨੇ ਆਪਣਾ ਨਾਮ ਬਦਲ ਕੇ ਜਸਪ੍ਰੀਤ ਸਿੰਘ ਰੱਖ ਲਿਆ ਹੈ।: [4, 594, 217, 614]
list-item: ਮੈਂ ਨਵਦੀਪ ਸਿੰਘ ਪੁੱਤਰ ਕਰਨੈਲ ਸਿੰਘ ਵਾਸੀ ਪਿੰਡ ਭਗਤਾ ਨੇ ਆਪਣਾ ਨਾਮ ਬਦਲ ਕੇ ਨਵਦੀਪ ਸਿੰਘ ਰੱਖ ਲਿਆ ਹੈ।: [230, 493, 475, 514]
list-item: ਮੈਂ ਸੁਰਜੀਤ ਸਿੰਘ ਹਿਠਾ ਪੁੱਤਰ ਸ੍ਰੀ ਜਸਵੀਰ ਸਿੰਘ ਵਾਸੀ ਪਿੰਡ ਤੇ ਡਾਕਖਾਨਾ ਹੋਠਾਂ, ਤਹਿ: ਫਗਵਾੜਾ, ਜ਼ਿਲ੍ਹਾ ਕਪੂਰਥਲਾ ਨੇ ਆਪਣਾ ਨਾਮ ਸੁਰਜੀਤ ਸਿੰਘ ਤੋਂ ਬਦਲ ਕੇ ਸੁਰਜੀਤ ਸਿੰਘ ਹਿਠਾ ਰੱਖ ਲਿਆ ਹੈ। ਸਾਰੇ ਸੰਬੰਧਤ ਨੋਟ ਕਰਨ।: [4, 149, 217, 180]
lost-deed-notice: [831, 205, 942, 312]
urc-date: ਮਿਤੀ 25 ਅਗਸਤ 2025: [720, 168, 801, 178]
list-item: I, RAKESH KUMAR S/O JAGDEV RAJ R/O VPO. BORA, TEHSIL GARHSHANKAR, DISTT. HOSHIARPUR, PUNJAB INDIA, I HAVE CHANGE MY MINOR DAUGHTERS NAME FROM MEENAKSHI TO MEENAKSHI RANI. PLEASE ALL CONCERN NOTE.: [230, 927, 475, 979]
list-item: I, RAJESH KUMAR S/O JAGDEV RAJ R/O VPO. BORA, TEHSIL GARHSHANKAR, DISTT. HOSHIARPUR, PUNJAB INDIA, I HAVE CHANGE MY MINOR DAUGHTERS NAME FROM SONAKSHI TO SONAKSHI RANI.: [230, 883, 475, 925]
bank-title: ਪਹਿਰੇਦਾਰ ਦਾ ਬੈਂਕ ਖਾਤਾ...: [4, 42, 217, 61]
list-item: ਮੈਂ ਹਰਜੀਤ ਸਿੰਘ ਪੁੱਤਰ ਗੁਰਚਰਨ ਸਿੰਘ ਵਾਸੀ ਮਕਾਨ ਨੰਬਰ 11, ਫੇਜ਼ ਦੋ ਨੇ ਆਪਣਾ ਨਾਮ ਬਦਲ ਲਿਆ ਹੈ।: [486, 332, 705, 352]
email-line: E.mail : rozanapehredar@gmail.com, haksachdapehredarpunjabi@gmail.com: [242, 9, 719, 23]
general-notice-list: [486, 195, 705, 353]
urc-sign: ਅੰਮ੍ਰਿਤਸਰ ਐਗਰੀਕਲਚਰ ਪ੍ਰੋਡਿਊਸਰ ਕੰਪਨੀ: [817, 181, 937, 190]
list-item: ਮੈਂ Baljit Kaur Bagh ਪਤਨੀ Balvir Singh Bagha ਨੇ ਆਪਣਾ ਨਾਮ ਬਦਲ ਕੇ Baljit Kaur Bagha ਰੱਖ ਲਿਆ ਹੈ।: [230, 702, 475, 722]
auction-text: 2791 Sq ft ਪੁਰਾਣੀ ਬਿਲਡਿੰਗ ਦੀ ਢਾਹ-ਢੁਆਈ ਲਈ ਬੋਲੀਕਾਰਾਂ ਦੀ ਜ਼ਰੂਰਤ ਹੈ। ਬੋਲੀ ਮਿਤੀ 27/08/2025 ਨੂੰ ਸਵੇਰੇ 10 ਵਜੇ ਸਰਕਾਰੀ ਸਕੂਲ ਉਗਾਣੀ (ਪਟਿਆਲਾ) ਵਿਖੇ ਹੋਵੇਗੀ। ਬਾਕੀ ਸ਼ਰਤਾਂ ਮੌਕੇ ਉੱਤੇ ਦੱਸੀਆਂ ਜਾਣਗੀਆਂ।: [492, 657, 588, 764]
list-item: ਮੈਂ ਇੰਦਰਜੀਤ ਸਿੰਘ ਪੁੱਤਰ ਬਲਦੇਵ ਸਿੰਘ ਵਾਸੀ ਪਿੰਡ ਫੱਤਣਵਾਲਾ ਤਹਿ: ਮਲੋਟ ਨੇ ਆਪਣਾ ਨਾਮ ਬਦਲ ਕੇ ਇੰਦਰਜੀਤ ਸਿੰਘ ਬਰਾੜ ਰੱਖ ਲਿਆ ਹੈ।: [4, 284, 217, 304]
public-notice-2-text: ਆਮ ਜਨਤਾ ਨੂੰ ਸੂਚਿਤ ਕੀਤਾ ਜਾਂਦਾ ਹੈ ਕਿ ਪਲਾਟ ਨੰਬਰ 18 ਦੀ ਵਿਕਰੀ ਸਬੰਧੀ ਕਿਸੇ ਨੂੰ ਕੋਈ ਇਤਰਾਜ਼ ਹੋਵੇ ਤਾਂ ਦਫ਼ਤਰ ਵਿਖੇ ਸੰਪਰਕ ਕਰੇ। ਮਿਤੀ 21-08-2025: [602, 567, 699, 614]
list-item: ਖਾਤਾ ਨੰ: AP 03/0464 ਟਿਊਬਵੈੱਲ ਕੁਨੈਕਸ਼ਨ ਜੋ ਕਿ ਰਾਜਾ ਸਿੰਘ ਪੁੱਤਰ ਨਰੈਣ ਸਿੰਘ ਦੇ ਨਾਮ ਉਪਰ ਚੱਲਦਾ ਹੈ। ਇਹ ਕੁਨੈਕਸ਼ਨ ਉਸਦੇ ਵਾਰਸਾਂ ਦੇ ਨਾਮ ਤਬਦੀਲ ਕੀਤਾ ਜਾਣਾ ਹੈ। ਜੇਕਰ ਕਿਸੇ ਨੂੰ ਕੋਈ ਇਤਰਾਜ਼ ਹੋਵੇ ਤਾਂ 15 ਦਿਨਾਂ ਦੇ ਅੰਦਰ ਦਫ਼ਤਰ ਵਿਖੇ ਸੰਪਰਕ ਕਰੇ। ਮੋ: 96461-11480: [486, 60, 705, 102]
financial-commissioner-title: Public Notice: [737, 324, 805, 335]
name-change-list: [4, 149, 217, 639]
